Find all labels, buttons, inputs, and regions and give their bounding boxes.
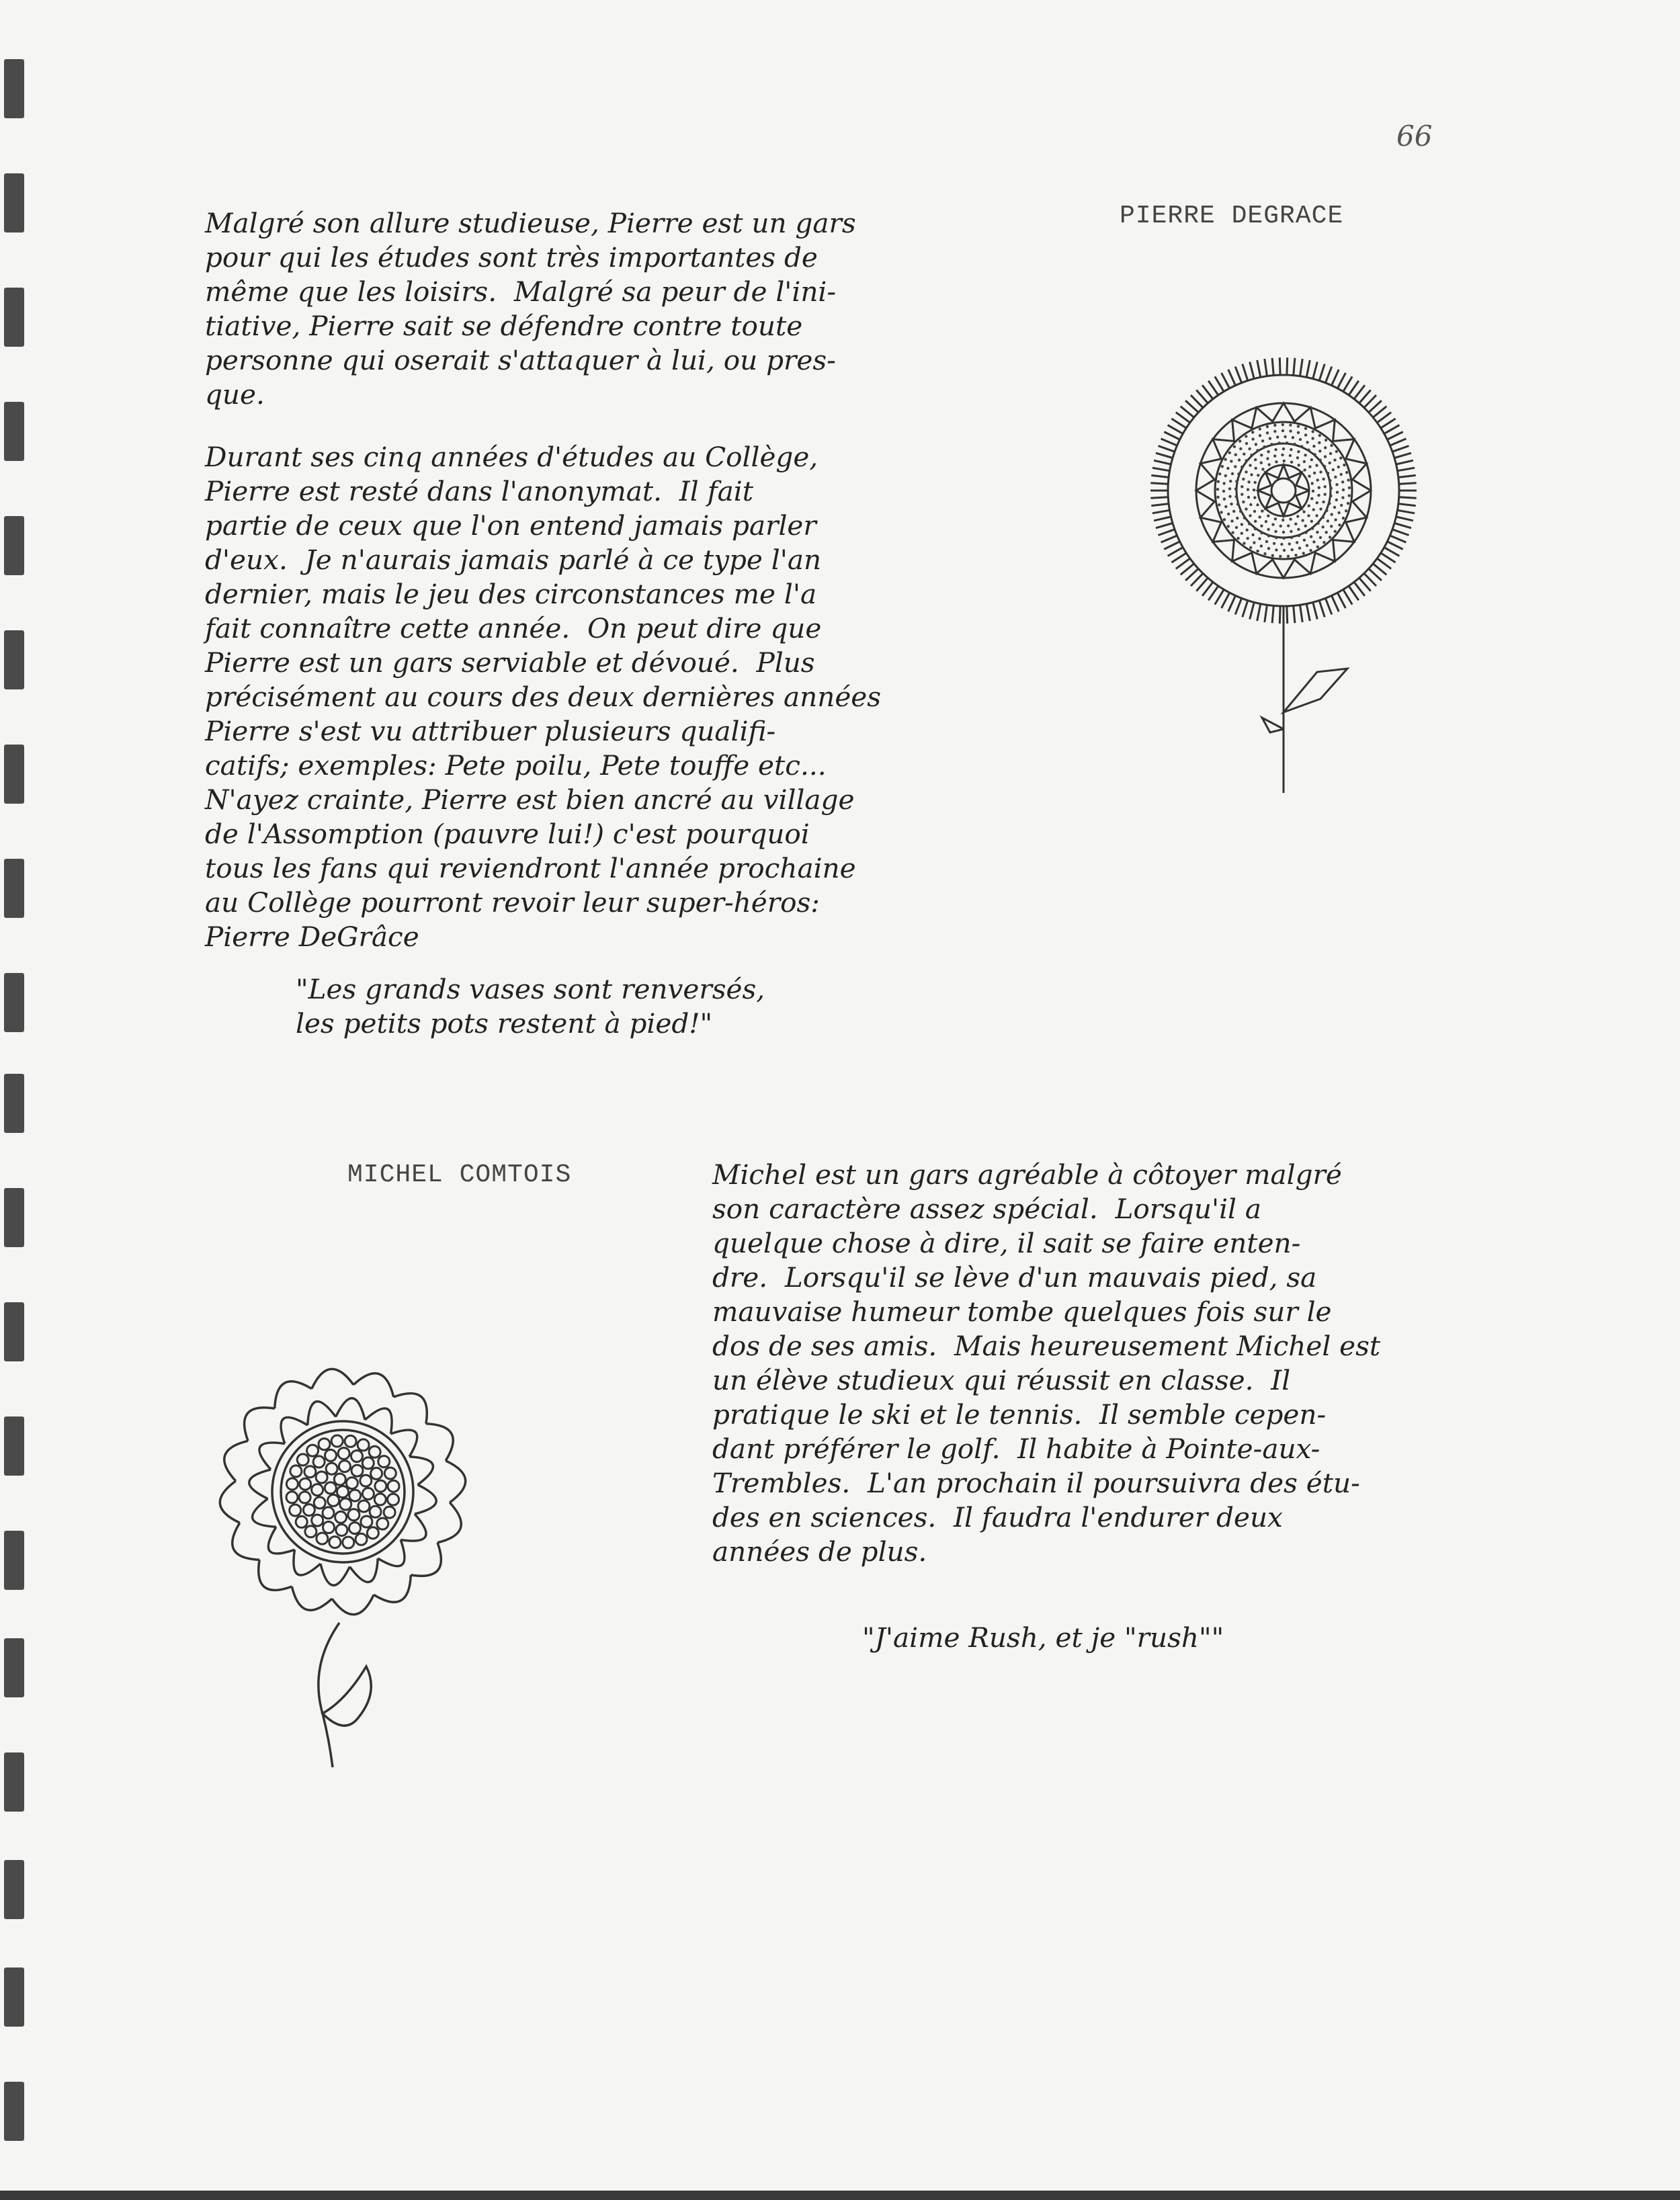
binding-hole <box>4 1968 24 2027</box>
profile-paragraph: Malgré son allure studieuse, Pierre est un gars pour qui les études sont très importantes de même que les loisirs. Malgré sa peur de l'ini- tiative, Pierre sait se défendre contre toute personne qui oserait s'attaquer à lui, ou pres- que. <box>205 207 856 411</box>
binding-hole <box>4 59 24 118</box>
student-name: PIERRE DEGRACE <box>1120 202 1344 230</box>
binding-hole <box>4 1752 24 1812</box>
binding-hole <box>4 288 24 347</box>
binding-hole <box>4 173 24 232</box>
profile-quote: "Les grands vases sont renversés, les petits pots restent à pied!" <box>296 973 765 1040</box>
profile-paragraph: Michel est un gars agréable à côtoyer malgré son caractère assez spécial. Lorsqu'il a quelque chose à dire, il sait se faire enten- dre. Lorsqu'il se lève d'un mauvais pied, sa mauvaise humeur tombe quelques fois sur le dos de ses amis. Mais heureusement Michel est un élève studieux qui réussit en classe. Il pratique le ski et le tennis. Il semble cepen- dant préférer le golf. Il habite à Pointe-aux- Trembles. L'an prochain il poursuivra des étu- des en sciences. Il faudra l'endurer deux années de plus. <box>712 1158 1381 1568</box>
page-number: 66 <box>1396 120 1433 153</box>
binding-hole <box>4 630 24 689</box>
page-bottom-edge <box>0 2191 1680 2200</box>
binding-hole <box>4 516 24 575</box>
binding-hole <box>4 1302 24 1361</box>
profile-paragraph: Durant ses cinq années d'études au Collège, Pierre est resté dans l'anonymat. Il fait partie de ceux que l'on entend jamais parler d'eux. Je n'aurais jamais parlé à ce type l'an dernier, mais le jeu des circonstances me l'a fait connaître cette année. On peut dire que Pierre est un gars serviable et dévoué. Plus précisément au cours des deux dernières années Pierre s'est vu attribuer plusieurs qualifi- catifs; exemples: Pete poilu, Pete touffe etc... N'ayez crainte, Pierre est bien ancré au village de l'Assomption (pauvre lui!) c'est pourquoi tous les fans qui reviendront l'année prochaine au Collège pourront revoir leur super-héros: Pierre DeGrâce <box>205 441 882 953</box>
binding-hole <box>4 1188 24 1247</box>
binding-hole <box>4 859 24 918</box>
binding-hole <box>4 402 24 461</box>
binding-hole <box>4 1860 24 1919</box>
binding-hole <box>4 1416 24 1476</box>
binding-hole <box>4 2082 24 2141</box>
binding-hole <box>4 1074 24 1133</box>
student-name: MICHEL COMTOIS <box>347 1160 572 1189</box>
sunflower-drawing <box>1156 363 1425 806</box>
binding-hole <box>4 973 24 1032</box>
binding-hole <box>4 1531 24 1590</box>
binding-hole <box>4 745 24 804</box>
binding-hole <box>4 1638 24 1697</box>
flower-drawing <box>188 1351 497 1781</box>
profile-quote: "J'aime Rush, et je "rush"" <box>862 1621 1224 1654</box>
